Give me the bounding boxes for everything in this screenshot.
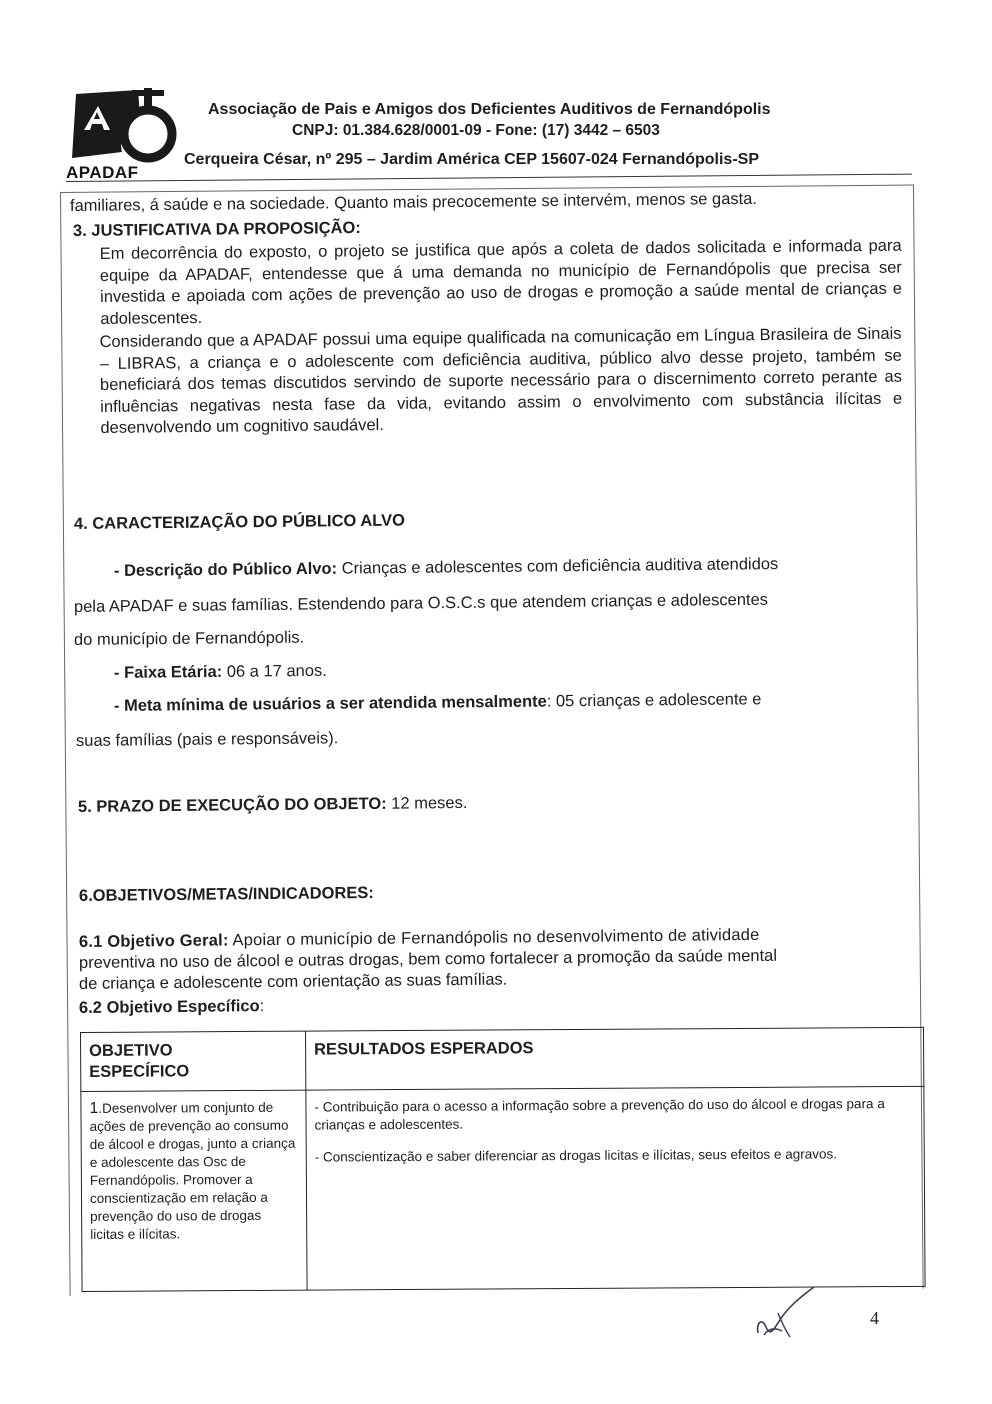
age-range: - Faixa Etária: 06 a 17 anos. <box>113 661 327 682</box>
page-number: 4 <box>870 1308 879 1328</box>
logo-wordmark: APADAF <box>66 163 139 182</box>
audience-description-cont-2: do município de Fernandópolis. <box>73 628 305 649</box>
table-row <box>81 1086 925 1291</box>
specific-objective-label: 6.2 Objetivo Específico: <box>78 997 265 1017</box>
organization-address: Cerqueira César, nº 295 – Jardim América CEP 15607-024 Fernandópolis-SP <box>184 151 759 168</box>
general-objective-cont-1: preventiva no uso de álcool e outras drogas, bem como fortalecer a promoção da saúde mental <box>78 946 778 972</box>
section-3-heading: 3. JUSTIFICATIVA DA PROPOSIÇÃO: <box>72 218 361 240</box>
objective-cell: 1.Desenvolver um conjunto de ações de prevenção ao consumo de álcool e drogas, junto a criança e adolescente das Osc de Fernandópolis. Promover a conscientização em relação a prevenção do uso de drogas licitas e ilícitas. <box>81 1090 307 1291</box>
section-6-heading: 6.OBJETIVOS/METAS/INDICADORES: <box>78 883 374 905</box>
general-objective: 6.1 Objetivo Geral: Apoiar o município de Fernandópolis no desenvolvimento de atividade <box>78 925 760 951</box>
table-header-row <box>81 1027 924 1091</box>
section-4-heading: 4. CARACTERIZAÇÃO DO PÚBLICO ALVO <box>73 511 405 533</box>
section-5-execution-term: 5. PRAZO DE EXECUÇÃO DO OBJETO: 12 meses. <box>77 793 468 816</box>
continued-text: familiares, á saúde e na sociedade. Quanto mais precocemente se intervém, menos se gasta. <box>69 189 758 215</box>
organization-contact: CNPJ: 01.384.628/0001-09 - Fone: (17) 3442 – 6503 <box>292 122 660 139</box>
monthly-goal: - Meta mínima de usuários a ser atendida mensalmente: 05 crianças e adolescente e <box>113 690 762 715</box>
results-cell: - Contribuição para o acesso a informação sobre a prevenção do uso do álcool e drogas para a crianças e adolescentes. - Conscientização e saber diferenciar as drogas licitas e ilícitas, seus efeitos e agravos. <box>306 1086 925 1290</box>
organization-name: Associação de Pais e Amigos dos Deficientes Auditivos de Fernandópolis <box>208 101 771 118</box>
monthly-goal-cont: suas famílias (pais e responsáveis). <box>75 729 339 750</box>
results-column-header: RESULTADOS ESPERADOS <box>305 1027 923 1090</box>
audience-description: - Descrição do Público Alvo: Crianças e adolescentes com deficiência auditiva atendidos <box>113 555 779 580</box>
section-3-paragraph-1: Em decorrência do exposto, o projeto se justifica que após a coleta de dados solicitada e informada para equipe da APADAF, entendesse que á uma demanda no município de Fernandópolis que precisa ser investida e apoiada com ações de prevenção ao uso de drogas e promoção a saúde mental de crianças e adolescentes. <box>99 236 903 328</box>
audience-description-cont-1: pela APADAF e suas famílias. Estendendo para O.S.C.s que atendem crianças e adolescentes <box>73 590 769 616</box>
general-objective-cont-2: de criança e adolescente com orientação as suas famílias. <box>78 970 508 993</box>
section-3-paragraph-2: Considerando que a APADAF possui uma equipe qualificada na comunicação em Língua Brasileira de Sinais – LIBRAS, a criança e o adolescente com deficiência auditiva, público alvo desse projeto, também se beneficiará dos temas discutidos servindo de suporte necessário para o discernimento correto perante as influências negativas nesta fase da vida, evitando assim o envolvimento com substância ilícitas e desenvolvendo um cognitivo saudável. <box>99 324 903 437</box>
signature-initials-icon <box>744 1283 824 1343</box>
objectives-table <box>80 1027 926 1292</box>
objective-column-header: OBJETIVO ESPECÍFICO <box>81 1031 306 1091</box>
